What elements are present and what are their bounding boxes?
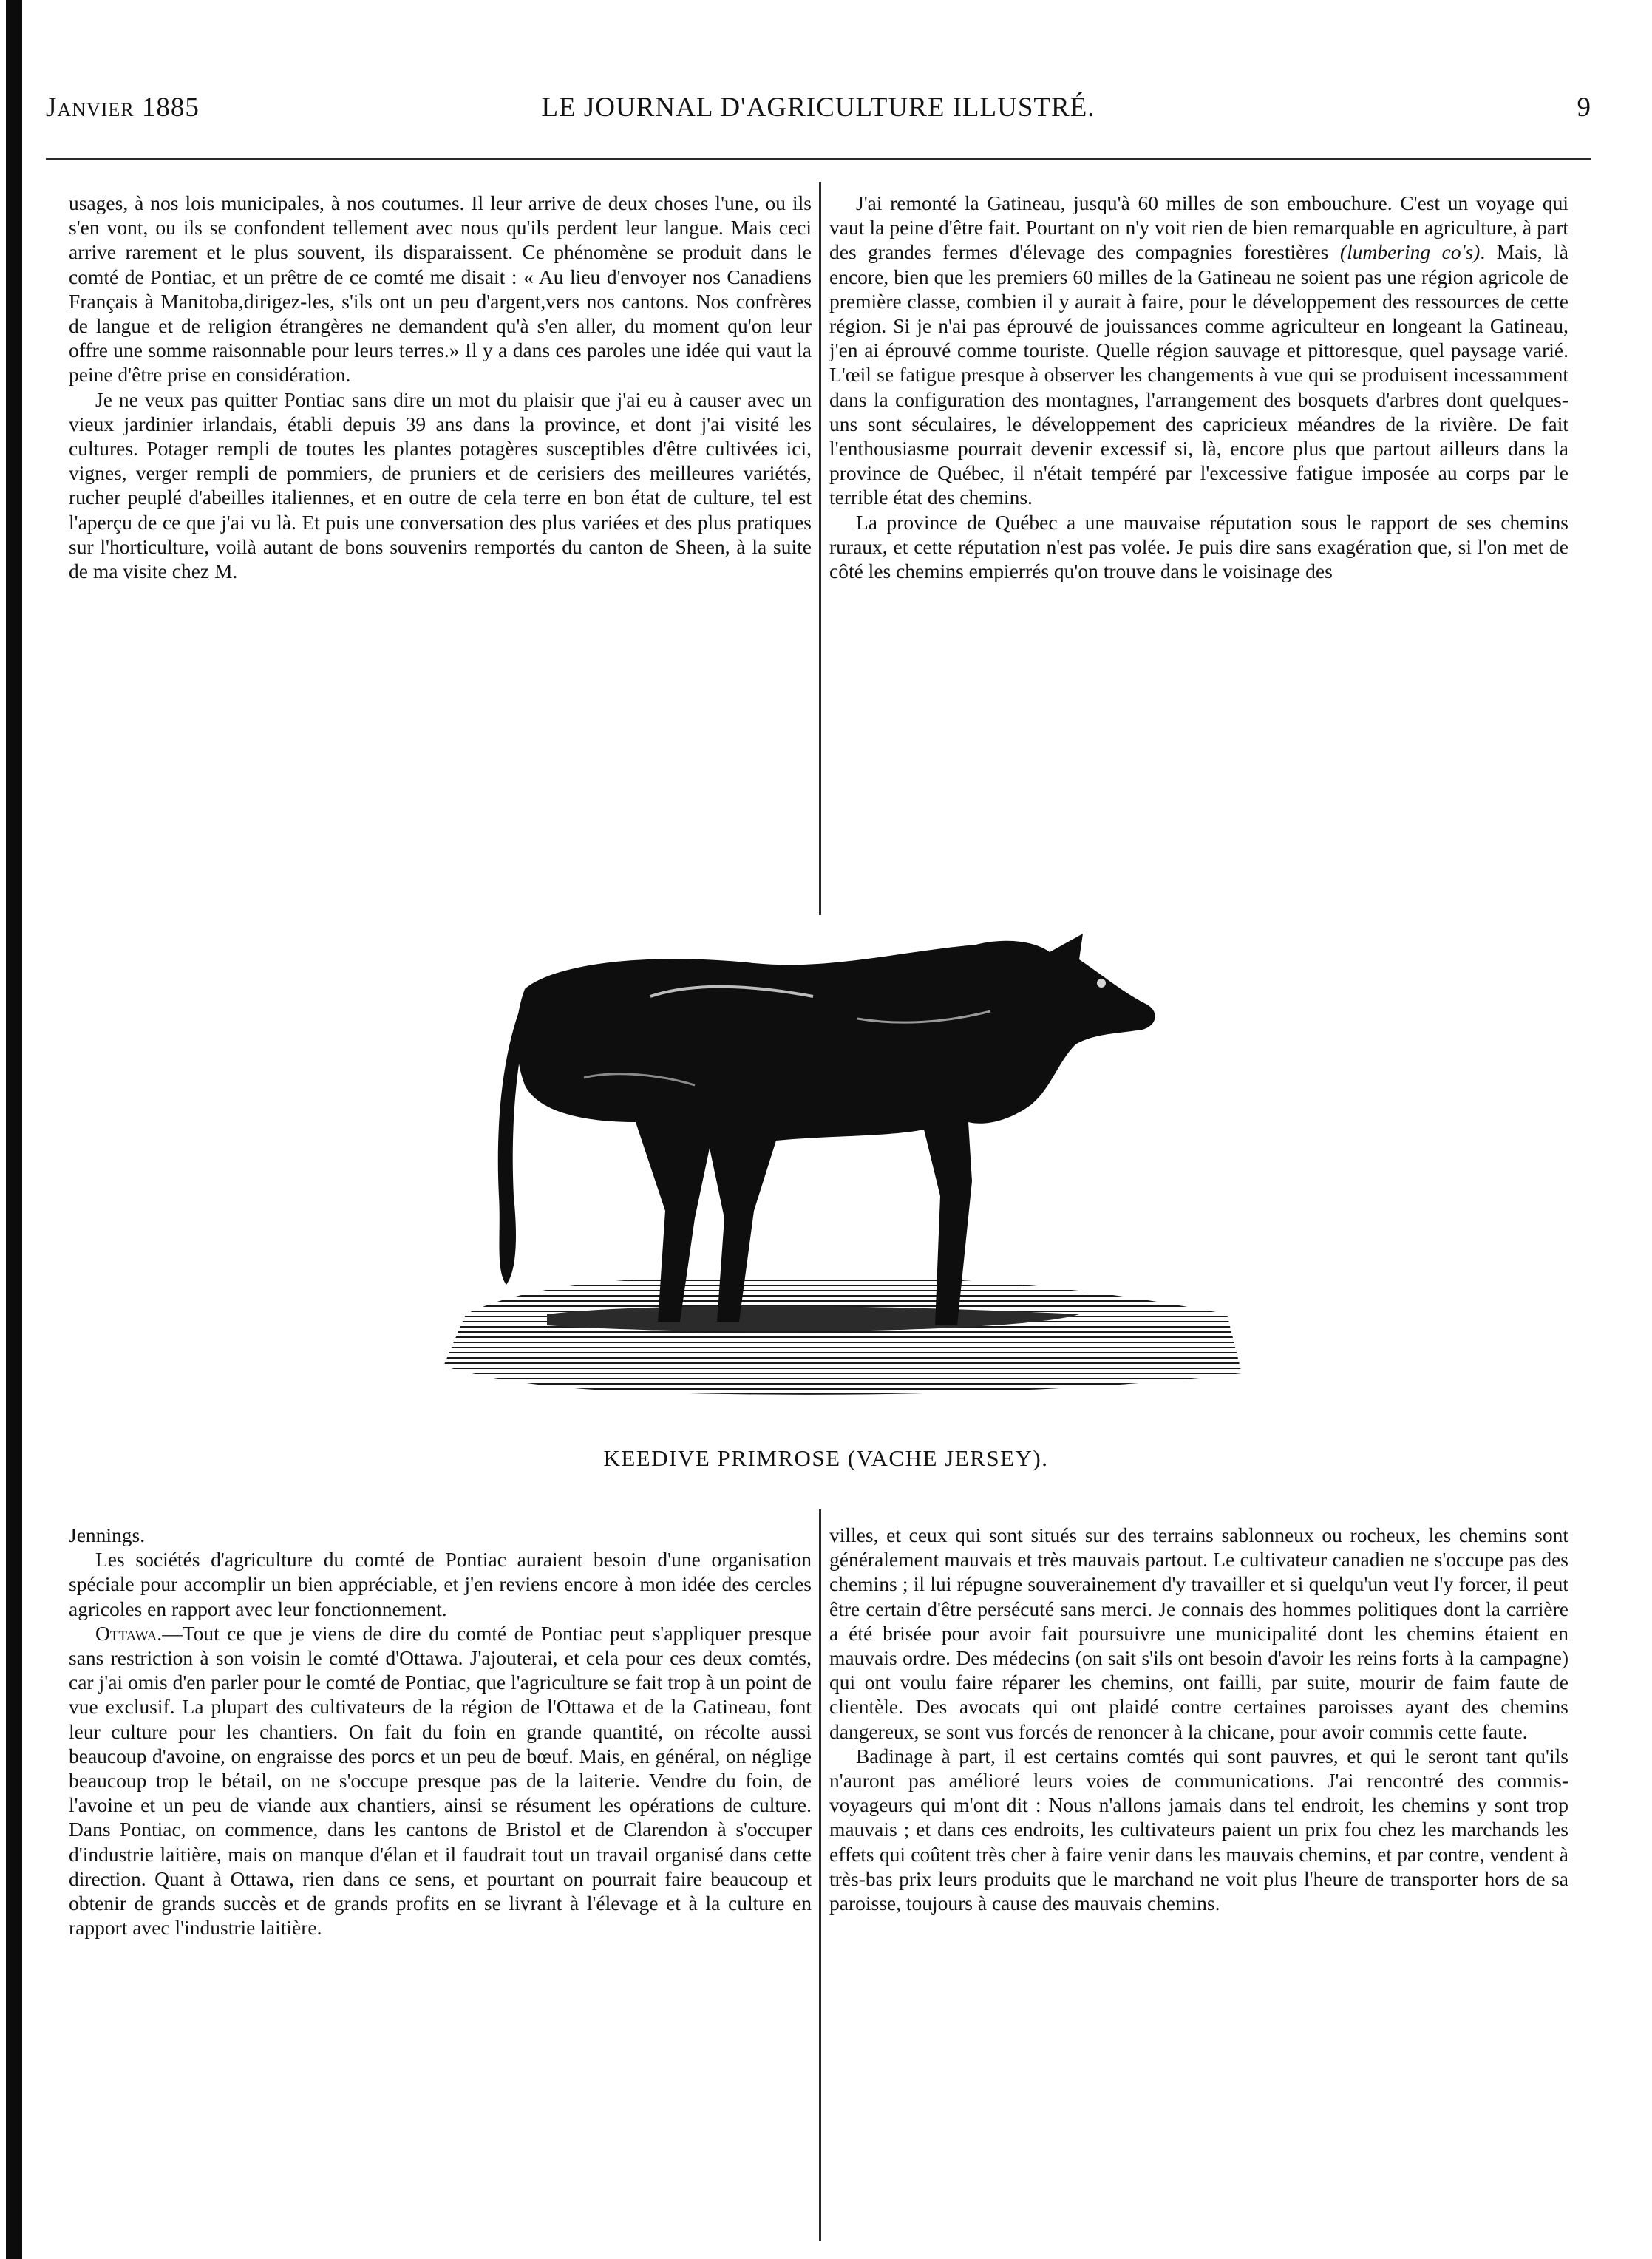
paragraph: Je ne veux pas quitter Pontiac sans dire un mot du plaisir que j'ai eu à causer avec un vieux jardinier irlandais, établi depuis 39 ans dans la province, et dont j'ai visité les cultures. Potager rempli de toutes les plantes potagères susceptibles d'être cultivées ici, vignes, verger rempli de pommiers, de pruniers et de cerisiers des meilleures variétés, rucher peuplé d'abeilles italiennes, et en outre de cela terre en bon état de culture, tel est l'aperçu de ce que j'ai vu là. Et puis une conversation des plus variées et des plus pratiques sur l'horticulture, voilà autant de bons souvenirs remportés du canton de Sheen, à la suite de ma visite chez M.	[69, 387, 812, 583]
header-date: Janvier 1885	[46, 92, 200, 123]
bottom-right-column	[829, 1523, 1568, 1915]
italic-phrase: (lumbering co's)	[1339, 240, 1481, 264]
top-left-column	[69, 191, 812, 583]
figure-caption: KEEDIVE PRIMROSE (VACHE JERSEY).	[603, 1445, 1049, 1471]
journal-title: LE JOURNAL D'AGRICULTURE ILLUSTRÉ.	[541, 92, 1095, 123]
paragraph: J'ai remonté la Gatineau, jusqu'à 60 milles de son embouchure. C'est un voyage qui vaut la peine d'être fait. Pourtant on n'y voit rien de bien remarquable en agriculture, à part des grandes fermes d'élevage des compagnies forestières (lumbering co's). Mais, là encore, bien que les premiers 60 milles de la Gatineau ne soient pas une région agricole de première classe, combien il y aurait à faire, pour le développement des ressources de cette région. Si je n'ai pas éprouvé de jouissances comme agriculteur en longeant la Gatineau, j'en ai éprouvé comme touriste. Quelle région sauvage et pittoresque, quel paysage varié. L'œil se fatigue presque à observer les changements à vue qui se produisent incessamment dans la configuration des montagnes, l'arrangement des bosquets d'arbres dont quelques-uns sont séculaires, le développement des capricieux méandres de la rivière. De fait l'enthousiasme pourrait devenir excessif si, là, encore plus que partout ailleurs dans la province de Québec, il n'était tempéré par l'excessive fatigue imposée au corps par le terrible état des chemins.	[829, 191, 1568, 509]
paragraph: Jennings.	[69, 1523, 146, 1546]
paragraph: villes, et ceux qui sont situés sur des terrains sablonneux ou rocheux, les chemins sont généralement mauvais et très mauvais partout. Le cultivateur canadien ne s'occupe pas des chemins ; il lui répugne souverainement d'y travailler et si quelqu'un veut l'y forcer, il peut être certain d'être persécuté sans merci. Je connais des hommes politiques dont la carrière a été brisée pour avoir fait poursuivre une municipalité dont les chemins étaient en mauvais ordre. Des médecins (on sait s'ils ont besoin d'avoir les reins forts à la campagne) qui ont voulu faire réparer les chemins, ont failli, par suite, mourir de faim faute de clientèle. Des avocats qui ont plaidé contre certaines paroisses ayant des chemins dangereux, se sont vus forcés de renoncer à la chicane, pour avoir commis cette faute.	[829, 1523, 1568, 1743]
page-header	[46, 92, 1591, 136]
cow-engraving	[414, 900, 1264, 1403]
paragraph: Les sociétés d'agriculture du comté de Pontiac auraient besoin d'une organisation spéciale pour accomplir un bien appréciable, et j'en reviens encore à mon idée des cercles agricoles en rapport avec leur fonctionnement.	[69, 1548, 812, 1620]
header-rule	[46, 158, 1591, 160]
cow-body	[517, 934, 1155, 1325]
page-number: 9	[1577, 92, 1591, 123]
paragraph: usages, à nos lois municipales, à nos coutumes. Il leur arrive de deux choses l'une, ou ils s'en vont, ou ils se confondent tellement avec nous qu'ils perdent leur langue. Mais ceci arrive rarement et le plus souvent, ils disparaissent. Ce phénomène se produit dans le comté de Pontiac, et un prêtre de ce comté me disait : « Au lieu d'envoyer nos Canadiens Français à Manitoba,dirigez-les, s'ils ont un peu d'argent,vers nos cantons. Nos confrères de langue et de religion étrangères ne demandent qu'à s'en aller, du moment qu'on leur offre une somme raisonnable pour leurs terres.» Il y a dans ces paroles une idée qui vaut la peine d'être prise en considération.	[69, 191, 812, 387]
ground	[443, 1277, 1242, 1395]
column-rule	[819, 182, 821, 915]
top-right-column	[829, 191, 1568, 583]
paragraph: La province de Québec a une mauvaise réputation sous le rapport de ses chemins ruraux, et cette réputation n'est pas volée. Je puis dire sans exagération que, si l'on met de côté les chemins empierrés qu'on trouve dans le voisinage des	[829, 510, 1568, 583]
paragraph: Badinage à part, il est certains comtés qui sont pauvres, et qui le seront tant qu'ils n'auront pas amélioré leurs voies de communications. J'ai rencontré des commis-voyageurs qui m'ont dit : Nous n'allons jamais dans tel endroit, les chemins y sont trop mauvais ; et dans ces endroits, les cultivateurs paient un prix fou chez les marchands les effets qui coûtent très cher à faire venir dans les mauvais chemins, et par contre, vendent à très-bas prix leurs produits que le marchand ne voit plus l'heure de transporter hors de sa paroisse, toujours à cause des mauvais chemins.	[829, 1744, 1568, 1915]
paragraph: Ottawa.—Tout ce que je viens de dire du comté de Pontiac peut s'appliquer presque sans restriction à son voisin le comté d'Ottawa. J'ajouterai, et cela pour ces deux comtés, car j'ai omis d'en parler pour le comté de Pontiac, que l'agriculture se fait trop à un point de vue exclusif. La plupart des cultivateurs de la région de l'Ottawa et de la Gatineau, font leur culture pour les chantiers. On fait du foin en grande quantité, on récolte aussi beaucoup d'avoine, on engraisse des porcs et un peu de bœuf. Mais, en général, on néglige beaucoup trop le bétail, on ne s'occupe presque pas de la laiterie. Vendre du foin, de l'avoine et un peu de viande aux chantiers, ainsi se résument les opérations de culture. Dans Pontiac, on commence, dans les cantons de Bristol et de Clarendon à s'occuper d'industrie laitière, mais on manque d'élan et il faudrait tout un travail organisé dans cette direction. Quant à Ottawa, rien dans ce sens, et pourtant on pourrait faire beaucoup et obtenir de grands succès et de grands profits en se livrant à l'élevage et à la culture en rapport avec l'industrie laitière.	[69, 1621, 812, 1940]
bottom-left-column	[69, 1523, 812, 1940]
cow-eye	[1097, 979, 1106, 988]
column-rule	[819, 1509, 821, 2241]
section-label: Ottawa.	[95, 1621, 163, 1645]
binding-edge	[6, 0, 22, 2259]
